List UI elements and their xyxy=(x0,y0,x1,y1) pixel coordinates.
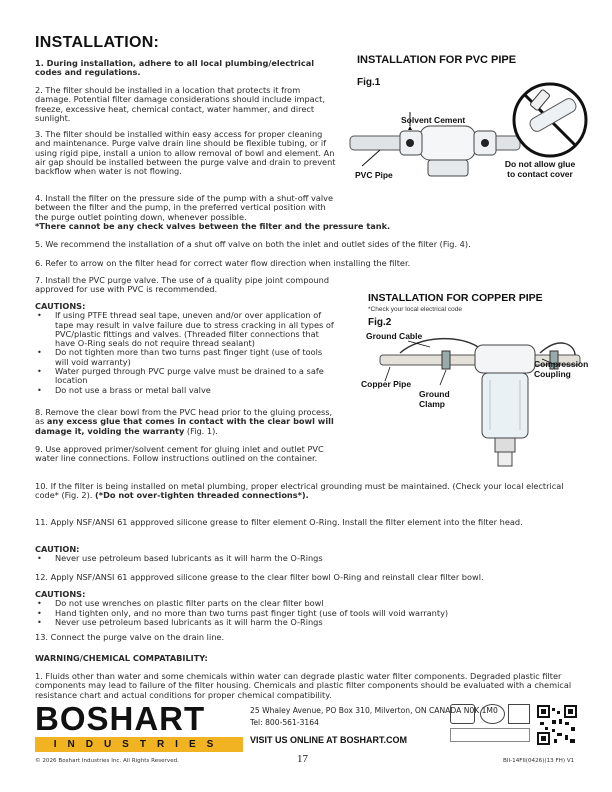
instruction-8-warning: any excess glue that comes in contact with the clear bowl will damage it, voiding the warranty xyxy=(35,416,334,436)
caution-item: • Never use petroleum based lubricants as it will harm the O-Rings xyxy=(35,618,580,627)
instruction-1: 1. During installation, adhere to all local plumbing/electrical codes and regulations. xyxy=(35,58,315,78)
instruction-9: 9. Use approved primer/solvent cement for gluing inlet and outlet PVC water line connections. Follow instructions outlined on the container. xyxy=(35,444,324,464)
instruction-12: 12. Apply NSF/ANSI 61 appproved silicone grease to the clear filter bowl O-Ring and reinstall clear filter bowl. xyxy=(35,572,484,582)
cautions-block-2 xyxy=(35,590,580,627)
figure-2-title: INSTALLATION FOR COPPER PIPE xyxy=(368,292,543,304)
instruction-13: 13. Connect the purge valve on the drain line. xyxy=(35,632,225,642)
certification-text-strip xyxy=(450,728,530,742)
figure-2-subtitle: *Check your local electrical code xyxy=(368,306,462,313)
ground-clamp-label: Ground Clamp xyxy=(419,389,450,409)
certification-marks xyxy=(450,704,530,744)
instruction-6: 6. Refer to arrow on the filter head for correct water flow direction when installing the filter. xyxy=(35,258,411,268)
caution-item: • Do not tighten more than two turns past finger tight (use of tools will void warranty) xyxy=(35,348,337,367)
figure-1-title: INSTALLATION FOR PVC PIPE xyxy=(357,54,517,66)
instruction-5: 5. We recommend the installation of a shut off valve on both the inlet and outlet sides of the filter (Fig. 4). xyxy=(35,239,471,249)
instruction-8-c: (Fig. 1). xyxy=(184,425,218,436)
cautions-list-2 xyxy=(35,599,580,627)
no-glue-label: Do not allow glue to contact cover xyxy=(504,159,576,179)
warning-label: WARNING/CHEMICAL COMPATABILITY: xyxy=(35,653,208,663)
instruction-4 xyxy=(35,194,580,231)
document-code: BII-14FII(0426)(13 FH) V1 xyxy=(503,758,575,764)
pvc-pipe-label: PVC Pipe xyxy=(355,170,393,180)
warning-text: 1. Fluids other than water and some chemicals within water can degrade plastic water filter components. Degraded plastic filter components may lead to failure of the filter housing. Chemicals and plastic filter components should be evaluated with a chemical resistance chart and actual conditions for proper chemical compatibility. xyxy=(35,671,572,700)
caution-list-11 xyxy=(35,554,580,563)
logo-wordmark: BOSHART xyxy=(35,700,206,737)
instruction-4-text: 4. Install the filter on the pressure side of the pump with a shut-off valve between the filter and the pump, in the preferred vertical position with the purge outlet pointing down, whenever possible. xyxy=(35,193,334,222)
certification-logo xyxy=(480,704,505,724)
instruction-4-note: *There cannot be any check valves between the filter and the pressure tank. xyxy=(35,220,391,231)
cautions-block-1 xyxy=(35,302,337,395)
caution-block-11 xyxy=(35,545,580,564)
cautions-label: CAUTIONS: xyxy=(35,301,86,311)
instruction-10 xyxy=(35,482,580,501)
caution-item: • Do not use a brass or metal ball valve xyxy=(35,386,337,395)
logo-subtitle: INDUSTRIES xyxy=(35,737,243,752)
instruction-3: 3. The filter should be installed within easy access for proper cleaning and maintenance. Purge valve drain line should be flexible tubing, or if using rigid pipe, install a union to allow removal of bowl and element. An air gap should be installed between the purge valve and drain to prevent backflow when water is not flowing. xyxy=(35,129,336,177)
figure-2-number: Fig.2 xyxy=(368,317,392,328)
figure-1-number: Fig.1 xyxy=(357,77,381,88)
instruction-11: 11. Apply NSF/ANSI 61 appproved silicone grease to filter element O-Ring. Install the filter element into the filter head. xyxy=(35,517,523,527)
cautions-label: CAUTIONS: xyxy=(35,589,86,599)
compression-coupling-label: Compression Coupling xyxy=(534,359,589,379)
page-title: INSTALLATION: xyxy=(35,34,160,51)
caution-label: CAUTION: xyxy=(35,544,80,554)
copper-pipe-label: Copper Pipe xyxy=(361,379,412,389)
caution-item: • Water purged through PVC purge valve must be drained to a safe location xyxy=(35,367,337,386)
caution-item: • Hand tighten only, and no more than two turns past finger tight (use of tools will void warranty) xyxy=(35,609,580,618)
instruction-10-text: 10. If the filter is being installed on metal plumbing, proper electrical grounding must be maintained. (Check your local electrical code* (Fig. 2). xyxy=(35,481,564,501)
company-address: 25 Whaley Avenue, PO Box 310, Milverton, ON CANADA N0K 1M0 xyxy=(250,706,498,715)
company-logo xyxy=(35,702,243,752)
instruction-8-a: 8. Remove the clear bowl from the PVC head prior to the gluing process, as xyxy=(35,407,333,427)
certification-logo xyxy=(450,704,475,724)
instruction-10-note: (*Do not over-tighten threaded connections*). xyxy=(95,490,309,501)
copper-install-illustration xyxy=(360,325,590,475)
caution-item: • Do not use wrenches on plastic filter parts on the clear filter bowl xyxy=(35,599,580,608)
instruction-7: 7. Install the PVC purge valve. The use of a quality pipe joint compound approved for use with PVC is recommended. xyxy=(35,275,330,295)
website-link[interactable]: VISIT US ONLINE AT BOSHART.COM xyxy=(250,735,408,745)
copyright: © 2026 Boshart Industries Inc. All Rights Reserved. xyxy=(35,758,179,764)
page-number: 17 xyxy=(297,753,308,765)
cautions-list-1 xyxy=(35,311,337,395)
solvent-cement-label: Solvent Cement xyxy=(401,115,466,125)
caution-item: • If using PTFE thread seal tape, uneven and/or over application of tape may result in valve failure due to stress cracking in all types of PVC/plastic fittings and valves. (Threaded filter connections that have O-Ring seals do not require thread sealant) xyxy=(35,311,337,348)
caution-item: • Never use petroleum based lubricants as it will harm the O-Rings xyxy=(35,554,580,563)
ground-cable-label: Ground Cable xyxy=(366,331,423,341)
company-phone: Tel: 800-561-3164 xyxy=(250,718,319,727)
instruction-8 xyxy=(35,408,337,436)
qr-code[interactable] xyxy=(537,705,577,745)
certification-logo xyxy=(508,704,530,724)
instruction-2: 2. The filter should be installed in a location that protects it from damage. Potential filter damage considerations should include impact, freeze, excessive heat, chemical contact, water hammer, and direct sunlight. xyxy=(35,85,325,123)
